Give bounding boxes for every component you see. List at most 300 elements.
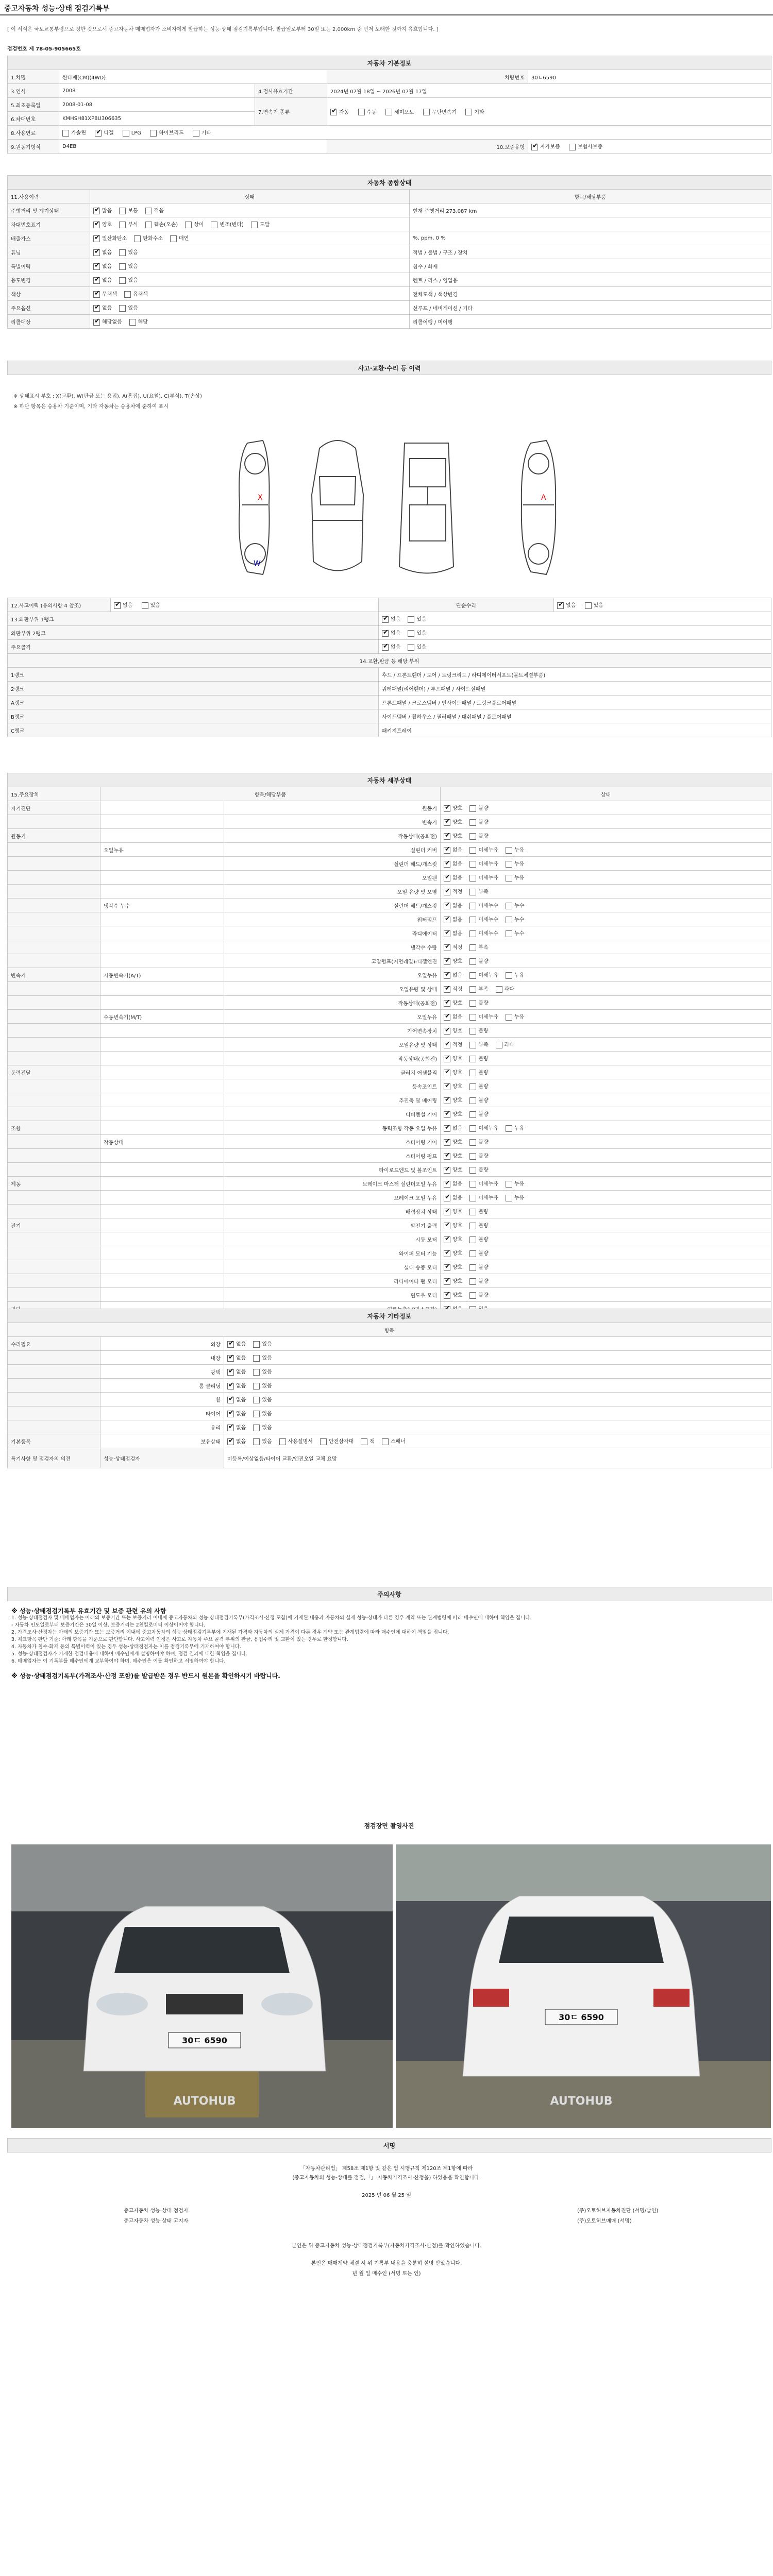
checkbox-checked-icon[interactable] bbox=[227, 1425, 234, 1431]
notes-block bbox=[11, 1607, 764, 1680]
checkbox-icon[interactable] bbox=[469, 1292, 476, 1299]
detail-row-sub bbox=[100, 1024, 224, 1038]
section-title-sign: 서명 bbox=[8, 2139, 771, 2153]
other-row-item: 외장 bbox=[100, 1337, 224, 1351]
checkbox-icon[interactable] bbox=[469, 1250, 476, 1257]
checkbox-icon[interactable] bbox=[253, 1383, 260, 1389]
checkbox-checked-icon[interactable] bbox=[444, 986, 450, 993]
document-number: 점검번호 제 78-05-905665호 bbox=[7, 46, 81, 52]
checkbox-icon[interactable] bbox=[253, 1397, 260, 1403]
general-row-detail: 리콜이행 / 미이행 bbox=[410, 315, 771, 329]
detail-row-group bbox=[8, 996, 100, 1010]
checkbox-checked-icon[interactable] bbox=[444, 1083, 450, 1090]
checkbox-icon[interactable] bbox=[119, 222, 126, 228]
checkbox-icon[interactable] bbox=[408, 630, 414, 637]
checkbox-icon[interactable] bbox=[124, 291, 131, 298]
exchange-row-label: A랭크 bbox=[8, 696, 379, 709]
other-row bbox=[8, 1406, 771, 1420]
checkbox-checked-icon[interactable] bbox=[444, 958, 450, 965]
car-name-label: 1.차명 bbox=[8, 70, 59, 84]
detail-row-item: 실린더 커버 bbox=[224, 843, 441, 857]
section-title-general: 자동차 종합상태 bbox=[8, 176, 771, 190]
intro-text: [ 이 서식은 국토교통부령으로 정한 것으로서 중고자동차 매매업자가 소비자에게 발급하는 성능·상태 점검기록부입니다. 발급일로부터 30일 또는 2,000km 중 먼저 도래한 것까지 유효합니다. ] bbox=[7, 27, 439, 32]
checkbox-icon[interactable] bbox=[469, 1195, 476, 1201]
notifier-signature[interactable]: (주)오토허브매매 (서명) bbox=[577, 2218, 632, 2224]
detail-row-options: ✔ 없음 미세누수 누수 bbox=[441, 926, 771, 940]
detail-row-sub bbox=[100, 815, 224, 829]
checkbox-checked-icon[interactable] bbox=[444, 889, 450, 895]
checkbox-icon[interactable] bbox=[361, 1438, 367, 1445]
checkbox-icon[interactable] bbox=[358, 109, 365, 115]
detail-row-item: 타이로드엔드 및 볼조인트 bbox=[224, 1163, 441, 1177]
checkbox-icon[interactable] bbox=[585, 602, 592, 609]
checkbox-icon[interactable] bbox=[123, 130, 129, 137]
other-row bbox=[8, 1434, 771, 1448]
checkbox-icon[interactable] bbox=[469, 1097, 476, 1104]
other-row-options: ✔ 없음 있음 bbox=[224, 1406, 771, 1420]
checkbox-checked-icon[interactable] bbox=[227, 1383, 234, 1389]
checkbox-icon[interactable] bbox=[469, 1236, 476, 1243]
checkbox-icon[interactable] bbox=[119, 277, 126, 284]
detail-row bbox=[8, 968, 771, 982]
accident-header-table bbox=[7, 361, 771, 375]
other-row-item: 유리 bbox=[100, 1420, 224, 1434]
checkbox-checked-icon[interactable] bbox=[382, 644, 389, 651]
detail-row-group bbox=[8, 954, 100, 968]
checkbox-icon[interactable] bbox=[469, 1070, 476, 1076]
detail-row-sub bbox=[100, 1121, 224, 1135]
checkbox-checked-icon[interactable] bbox=[93, 291, 100, 298]
detail-row-options: ✔ 양호 불량 bbox=[441, 1205, 771, 1218]
checkbox-icon[interactable] bbox=[506, 875, 512, 882]
checkbox-checked-icon[interactable] bbox=[444, 903, 450, 909]
checkbox-checked-icon[interactable] bbox=[444, 1264, 450, 1271]
general-row-options: ✔ 없음 있음 bbox=[90, 273, 410, 287]
detail-row-sub bbox=[100, 954, 224, 968]
checkbox-checked-icon[interactable] bbox=[227, 1411, 234, 1417]
detail-row-item: 오일누유 bbox=[224, 968, 441, 982]
checkbox-checked-icon[interactable] bbox=[444, 819, 450, 826]
detail-row bbox=[8, 1038, 771, 1052]
checkbox-checked-icon[interactable] bbox=[93, 208, 100, 214]
other-row bbox=[8, 1365, 771, 1379]
checkbox-checked-icon[interactable] bbox=[444, 1181, 450, 1188]
checkbox-icon[interactable] bbox=[170, 235, 177, 242]
transmission-options: ✔ 자동 수동 세미오토 무단변속기 기타 bbox=[327, 98, 771, 126]
checkbox-icon[interactable] bbox=[506, 861, 512, 868]
notes-warning: ※ 성능·상태점검기록부(가격조사·산정 포함)를 발급받은 경우 반드시 원본을 확인하시기 바랍니다. bbox=[11, 1672, 280, 1680]
detail-row-options: ✔ 없음 미세누유 누유 bbox=[441, 1177, 771, 1191]
car-top-view-icon bbox=[312, 440, 363, 571]
checkbox-checked-icon[interactable] bbox=[444, 1236, 450, 1243]
checkbox-icon[interactable] bbox=[253, 1341, 260, 1348]
detail-row bbox=[8, 871, 771, 885]
checkbox-icon[interactable] bbox=[469, 819, 476, 826]
car-diagram bbox=[227, 428, 567, 587]
checkbox-icon[interactable] bbox=[253, 1355, 260, 1362]
detail-row bbox=[8, 885, 771, 899]
detail-row-sub bbox=[100, 1163, 224, 1177]
general-row-detail: 선루프 / 네비게이션 / 기타 bbox=[410, 301, 771, 315]
detail-row-item: 브레이크 마스터 실린더오일 누유 bbox=[224, 1177, 441, 1191]
detail-row bbox=[8, 857, 771, 871]
checkbox-icon[interactable] bbox=[496, 986, 502, 993]
general-row-label: 차대번호표기 bbox=[8, 217, 90, 231]
exchange-row-parts: 프론트패널 / 크로스멤버 / 인사이드패널 / 트렁크플로어패널 bbox=[379, 696, 771, 709]
checkbox-icon[interactable] bbox=[423, 109, 430, 115]
detail-row bbox=[8, 1079, 771, 1093]
damage-mark-icon: X bbox=[258, 494, 263, 502]
detail-row-item: 실린더 헤드/개스킷 bbox=[224, 899, 441, 912]
checkbox-icon[interactable] bbox=[465, 109, 472, 115]
checkbox-checked-icon[interactable] bbox=[93, 319, 100, 326]
checkbox-icon[interactable] bbox=[408, 616, 414, 623]
detail-row bbox=[8, 1191, 771, 1205]
checkbox-checked-icon[interactable] bbox=[444, 1139, 450, 1146]
detail-row-sub bbox=[100, 1093, 224, 1107]
checkbox-icon[interactable] bbox=[506, 903, 512, 909]
detail-row-item: 오일팬 bbox=[224, 871, 441, 885]
other-row bbox=[8, 1379, 771, 1393]
checkbox-icon[interactable] bbox=[469, 972, 476, 979]
checkbox-checked-icon[interactable] bbox=[444, 861, 450, 868]
checkbox-icon[interactable] bbox=[385, 109, 392, 115]
checkbox-icon[interactable] bbox=[469, 1083, 476, 1090]
checkbox-checked-icon[interactable] bbox=[444, 1070, 450, 1076]
checkbox-icon[interactable] bbox=[145, 208, 152, 214]
inspection-label: 4.검사유효기간 bbox=[255, 84, 327, 98]
detail-row-item: 윈도우 모터 bbox=[224, 1288, 441, 1302]
detail-row-group: 변속기 bbox=[8, 968, 100, 982]
checkbox-icon[interactable] bbox=[469, 805, 476, 812]
checkbox-checked-icon[interactable] bbox=[227, 1438, 234, 1445]
detail-row bbox=[8, 926, 771, 940]
checkbox-icon[interactable] bbox=[469, 1028, 476, 1035]
other-row bbox=[8, 1337, 771, 1351]
note-line: 5. 성능·상태점검자가 기재한 점검내용에 대하여 매수인에게 설명하여야 하며, 점검 결과에 대한 책임을 집니다. bbox=[11, 1651, 248, 1657]
inspector-opinion-value: 미등록/이상없음/타이어 교환/엔진오일 교체 요망 bbox=[224, 1448, 771, 1468]
col-state: 상태 bbox=[441, 787, 771, 801]
checkbox-checked-icon[interactable] bbox=[444, 972, 450, 979]
checkbox-icon[interactable] bbox=[469, 833, 476, 840]
receiver-signature[interactable]: 년 월 일 매수인 (서명 또는 인) bbox=[352, 2271, 421, 2277]
checkbox-icon[interactable] bbox=[469, 1181, 476, 1188]
rear-brand-text: AUTOHUB bbox=[550, 2095, 613, 2108]
exchange-row-parts: 후드 / 프론트휀더 / 도어 / 트렁크리드 / 라디에이터서포트(볼트체결부품) bbox=[379, 668, 771, 682]
checkbox-checked-icon[interactable] bbox=[444, 805, 450, 812]
engine-type-value: D4EB bbox=[59, 140, 327, 154]
checkbox-checked-icon[interactable] bbox=[444, 930, 450, 937]
checkbox-checked-icon[interactable] bbox=[531, 144, 538, 150]
detail-row bbox=[8, 1149, 771, 1163]
detail-row-options: ✔ 없음 미세누유 누유 bbox=[441, 857, 771, 871]
checkbox-icon[interactable] bbox=[253, 1411, 260, 1417]
detail-row-group bbox=[8, 1010, 100, 1024]
checkbox-icon[interactable] bbox=[506, 1195, 512, 1201]
detail-row-options: ✔ 양호 불량 bbox=[441, 1246, 771, 1260]
checkbox-checked-icon[interactable] bbox=[93, 277, 100, 284]
detail-row-options: ✔ 양호 불량 bbox=[441, 801, 771, 815]
checkbox-icon[interactable] bbox=[253, 1425, 260, 1431]
general-row bbox=[8, 245, 771, 259]
exchange-row-parts: 사이드멤버 / 휠하우스 / 필러패널 / 대쉬패널 / 플로어패널 bbox=[379, 709, 771, 723]
checkbox-icon[interactable] bbox=[193, 130, 199, 137]
checkbox-checked-icon[interactable] bbox=[227, 1341, 234, 1348]
detail-row bbox=[8, 1246, 771, 1260]
checkbox-icon[interactable] bbox=[469, 889, 476, 895]
checkbox-checked-icon[interactable] bbox=[444, 875, 450, 882]
checkbox-icon[interactable] bbox=[279, 1438, 286, 1445]
checkbox-icon[interactable] bbox=[506, 972, 512, 979]
detail-row-group bbox=[8, 1288, 100, 1302]
fuel-label: 8.사용연료 bbox=[8, 126, 59, 140]
checkbox-checked-icon[interactable] bbox=[444, 847, 450, 854]
checkbox-checked-icon[interactable] bbox=[382, 616, 389, 623]
detail-row bbox=[8, 1274, 771, 1288]
detail-row-options: ✔ 양호 불량 bbox=[441, 1135, 771, 1149]
checkbox-icon[interactable] bbox=[469, 930, 476, 937]
detail-row-group bbox=[8, 1149, 100, 1163]
detail-row-item: 오일유량 및 상태 bbox=[224, 982, 441, 996]
detail-row-sub bbox=[100, 1205, 224, 1218]
checkbox-checked-icon[interactable] bbox=[444, 1153, 450, 1160]
checkbox-checked-icon[interactable] bbox=[444, 917, 450, 923]
panel-row bbox=[8, 626, 771, 640]
checkbox-icon[interactable] bbox=[469, 1000, 476, 1007]
car-right-side-icon bbox=[522, 440, 556, 574]
detail-row-item: 발전기 출력 bbox=[224, 1218, 441, 1232]
checkbox-icon[interactable] bbox=[150, 130, 157, 137]
checkbox-icon[interactable] bbox=[320, 1438, 327, 1445]
checkbox-icon[interactable] bbox=[506, 1125, 512, 1132]
detail-row-item: 작동상태(공회전) bbox=[224, 996, 441, 1010]
checkbox-icon[interactable] bbox=[469, 1042, 476, 1048]
detail-row-group bbox=[8, 857, 100, 871]
detail-row-item: 배력장치 상태 bbox=[224, 1205, 441, 1218]
detail-row-options: ✔ 양호 불량 bbox=[441, 954, 771, 968]
checkbox-checked-icon[interactable] bbox=[444, 1042, 450, 1048]
general-row-detail: 침수 / 화재 bbox=[410, 259, 771, 273]
checkbox-icon[interactable] bbox=[469, 1167, 476, 1174]
checkbox-checked-icon[interactable] bbox=[227, 1355, 234, 1362]
detail-row bbox=[8, 815, 771, 829]
checkbox-icon[interactable] bbox=[469, 861, 476, 868]
checkbox-icon[interactable] bbox=[469, 917, 476, 923]
checkbox-checked-icon[interactable] bbox=[444, 1223, 450, 1229]
checkbox-checked-icon[interactable] bbox=[227, 1397, 234, 1403]
checkbox-icon[interactable] bbox=[506, 1181, 512, 1188]
general-row-options: ✔ 없음 있음 bbox=[90, 245, 410, 259]
exchange-row bbox=[8, 709, 771, 723]
checkbox-checked-icon[interactable] bbox=[444, 1292, 450, 1299]
simple-repair-label: 단순수리 bbox=[379, 598, 554, 612]
col-other-item: 항목 bbox=[8, 1323, 771, 1337]
detail-row-group bbox=[8, 1232, 100, 1246]
detail-row-group bbox=[8, 815, 100, 829]
detail-row-item: 고압펌프(커먼레일)-디젤엔진 bbox=[224, 954, 441, 968]
checkbox-checked-icon[interactable] bbox=[444, 1097, 450, 1104]
checkbox-checked-icon[interactable] bbox=[444, 944, 450, 951]
checkbox-icon[interactable] bbox=[469, 875, 476, 882]
detail-row-item: 기어변속장치 bbox=[224, 1024, 441, 1038]
checkbox-checked-icon[interactable] bbox=[382, 630, 389, 637]
checkbox-checked-icon[interactable] bbox=[93, 222, 100, 228]
checkbox-checked-icon[interactable] bbox=[444, 833, 450, 840]
detail-row-item: 라디에이터 팬 모터 bbox=[224, 1274, 441, 1288]
checkbox-checked-icon[interactable] bbox=[93, 235, 100, 242]
checkbox-icon[interactable] bbox=[185, 222, 192, 228]
checkbox-icon[interactable] bbox=[469, 1139, 476, 1146]
checkbox-checked-icon[interactable] bbox=[95, 130, 102, 137]
checkbox-icon[interactable] bbox=[469, 1056, 476, 1062]
checkbox-icon[interactable] bbox=[506, 847, 512, 854]
accident-table bbox=[7, 598, 771, 737]
checkbox-checked-icon[interactable] bbox=[114, 602, 121, 609]
section-title-detail: 자동차 세부상태 bbox=[8, 773, 771, 787]
consent-text-2: 본인은 매매계약 체결 시 위 기록부 내용을 충분히 설명 받았습니다. bbox=[311, 2261, 462, 2266]
checkbox-checked-icon[interactable] bbox=[444, 1278, 450, 1285]
detail-row-sub bbox=[100, 1149, 224, 1163]
checkbox-checked-icon[interactable] bbox=[444, 1125, 450, 1132]
exchange-row-label: 1랭크 bbox=[8, 668, 379, 682]
checkbox-icon[interactable] bbox=[142, 602, 148, 609]
checkbox-icon[interactable] bbox=[506, 930, 512, 937]
other-row-options: ✔ 없음 있음 bbox=[224, 1393, 771, 1406]
checkbox-checked-icon[interactable] bbox=[444, 1111, 450, 1118]
exchange-row-parts: 쿼터패널(리어휀더) / 루프패널 / 사이드실패널 bbox=[379, 682, 771, 696]
checkbox-icon[interactable] bbox=[145, 222, 152, 228]
detail-row-item: 브레이크 오일 누유 bbox=[224, 1191, 441, 1205]
detail-row-sub: 냉각수 누수 bbox=[100, 899, 224, 912]
detail-row-sub bbox=[100, 1038, 224, 1052]
checkbox-icon[interactable] bbox=[469, 958, 476, 965]
general-row-options: ✔ 없음 있음 bbox=[90, 301, 410, 315]
vin-label: 6.차대번호 bbox=[8, 112, 59, 126]
rear-car-photo-icon bbox=[396, 1844, 771, 2128]
sign-text-2: (중고자동차의 성능·상태를 점검,「」 자동차가격조사·산정을) 하였음을 확인합니다. bbox=[292, 2175, 481, 2181]
checkbox-icon[interactable] bbox=[469, 847, 476, 854]
checkbox-icon[interactable] bbox=[469, 944, 476, 951]
checkbox-icon[interactable] bbox=[506, 917, 512, 923]
detail-row-group bbox=[8, 899, 100, 912]
checkbox-icon[interactable] bbox=[469, 1278, 476, 1285]
detail-row-group bbox=[8, 1274, 100, 1288]
checkbox-icon[interactable] bbox=[469, 1209, 476, 1215]
detail-row-group: 조향 bbox=[8, 1121, 100, 1135]
inspector-label: 중고자동차 성능·상태 점검자 bbox=[124, 2208, 189, 2214]
checkbox-checked-icon[interactable] bbox=[330, 109, 337, 115]
checkbox-icon[interactable] bbox=[469, 1125, 476, 1132]
checkbox-icon[interactable] bbox=[119, 305, 126, 312]
other-row-group bbox=[8, 1365, 100, 1379]
checkbox-checked-icon[interactable] bbox=[444, 1209, 450, 1215]
car-bottom-view-icon bbox=[399, 443, 453, 573]
notes-heading: ※ 성능·상태점검기록부 유효기간 및 보증 관련 유의 사항 bbox=[11, 1607, 166, 1615]
year-label: 3.연식 bbox=[8, 84, 59, 98]
checkbox-checked-icon[interactable] bbox=[93, 263, 100, 270]
general-row bbox=[8, 231, 771, 245]
checkbox-icon[interactable] bbox=[408, 644, 414, 651]
general-row bbox=[8, 259, 771, 273]
checkbox-icon[interactable] bbox=[211, 222, 217, 228]
detail-row-sub bbox=[100, 1260, 224, 1274]
checkbox-icon[interactable] bbox=[469, 903, 476, 909]
checkbox-checked-icon[interactable] bbox=[444, 1167, 450, 1174]
checkbox-icon[interactable] bbox=[496, 1042, 502, 1048]
detail-row-options: ✔ 없음 미세누수 누수 bbox=[441, 912, 771, 926]
checkbox-checked-icon[interactable] bbox=[444, 1250, 450, 1257]
note-line: 2. 가격조사·산정자는 아래의 보증기간 또는 보증거리 이내에 중고자동차의 성능·상태점검기록부에 기재된 가격과 자동차의 실제 가격이 다른 경우 계약 또는 관계법령에 따라 매수인에 대하여 책임을 집니다. bbox=[11, 1630, 449, 1635]
checkbox-checked-icon[interactable] bbox=[444, 1028, 450, 1035]
checkbox-checked-icon[interactable] bbox=[557, 602, 564, 609]
checkbox-icon[interactable] bbox=[251, 222, 258, 228]
checkbox-icon[interactable] bbox=[469, 1223, 476, 1229]
detail-row-options: ✔ 양호 불량 bbox=[441, 829, 771, 843]
checkbox-icon[interactable] bbox=[119, 208, 126, 214]
other-row-item: 룸 클리닝 bbox=[100, 1379, 224, 1393]
checkbox-checked-icon[interactable] bbox=[444, 1195, 450, 1201]
general-row-detail: %, ppm, 0 % bbox=[410, 231, 771, 245]
checkbox-icon[interactable] bbox=[119, 249, 126, 256]
checkbox-checked-icon[interactable] bbox=[444, 1014, 450, 1021]
detail-row-options: ✔ 없음 미세누유 누유 bbox=[441, 1121, 771, 1135]
checkbox-icon[interactable] bbox=[62, 130, 69, 137]
checkbox-icon[interactable] bbox=[253, 1438, 260, 1445]
detail-row-sub bbox=[100, 1079, 224, 1093]
checkbox-icon[interactable] bbox=[253, 1369, 260, 1376]
detail-row bbox=[8, 1107, 771, 1121]
detail-status-table bbox=[7, 773, 771, 1316]
detail-row-options: ✔ 양호 불량 bbox=[441, 1024, 771, 1038]
checkbox-icon[interactable] bbox=[469, 1111, 476, 1118]
col-item: 항목/해당부품 bbox=[100, 787, 441, 801]
other-row-group bbox=[8, 1406, 100, 1420]
basic-info-table bbox=[7, 56, 771, 154]
general-row-label: 주행거리 및 계기상태 bbox=[8, 204, 90, 217]
car-left-side-icon bbox=[239, 440, 270, 574]
engine-type-label: 9.원동기형식 bbox=[8, 140, 59, 154]
checkbox-checked-icon[interactable] bbox=[93, 305, 100, 312]
general-row-detail: 현재 주행거리 273,087 km bbox=[410, 204, 771, 217]
other-info-table bbox=[7, 1309, 771, 1468]
inspector-signature[interactable]: (주)오토허브자동차진단 (서명/날인) bbox=[577, 2208, 659, 2214]
checkbox-icon[interactable] bbox=[134, 235, 141, 242]
panel-row-label: 13.외판부위 1랭크 bbox=[8, 612, 379, 626]
checkbox-checked-icon[interactable] bbox=[227, 1369, 234, 1376]
detail-row bbox=[8, 1010, 771, 1024]
detail-row bbox=[8, 1093, 771, 1107]
detail-row-options: ✔ 없음 미세누유 누유 bbox=[441, 843, 771, 857]
checkbox-icon[interactable] bbox=[506, 1014, 512, 1021]
other-row-group: 기본품목 bbox=[8, 1434, 100, 1448]
checkbox-checked-icon[interactable] bbox=[93, 249, 100, 256]
detail-row-group bbox=[8, 1024, 100, 1038]
checkbox-icon[interactable] bbox=[382, 1438, 389, 1445]
checkbox-checked-icon[interactable] bbox=[444, 1056, 450, 1062]
checkbox-icon[interactable] bbox=[119, 263, 126, 270]
checkbox-icon[interactable] bbox=[569, 144, 576, 150]
detail-row-sub bbox=[100, 996, 224, 1010]
detail-row-group: 제동 bbox=[8, 1177, 100, 1191]
detail-row bbox=[8, 1218, 771, 1232]
checkbox-icon[interactable] bbox=[469, 1014, 476, 1021]
checkbox-icon[interactable] bbox=[469, 986, 476, 993]
checkbox-icon[interactable] bbox=[129, 319, 136, 326]
note-line: 3. 체크항목 판단 기준: 아래 항목을 기준으로 판단합니다. 사고이력 인정은 사고로 자동차 주요 골격 부위의 판금, 용접수리 및 교환이 있는 경우로 한정합니다. bbox=[11, 1637, 348, 1642]
checkbox-icon[interactable] bbox=[469, 1153, 476, 1160]
checkbox-icon[interactable] bbox=[469, 1264, 476, 1271]
checkbox-checked-icon[interactable] bbox=[444, 1000, 450, 1007]
